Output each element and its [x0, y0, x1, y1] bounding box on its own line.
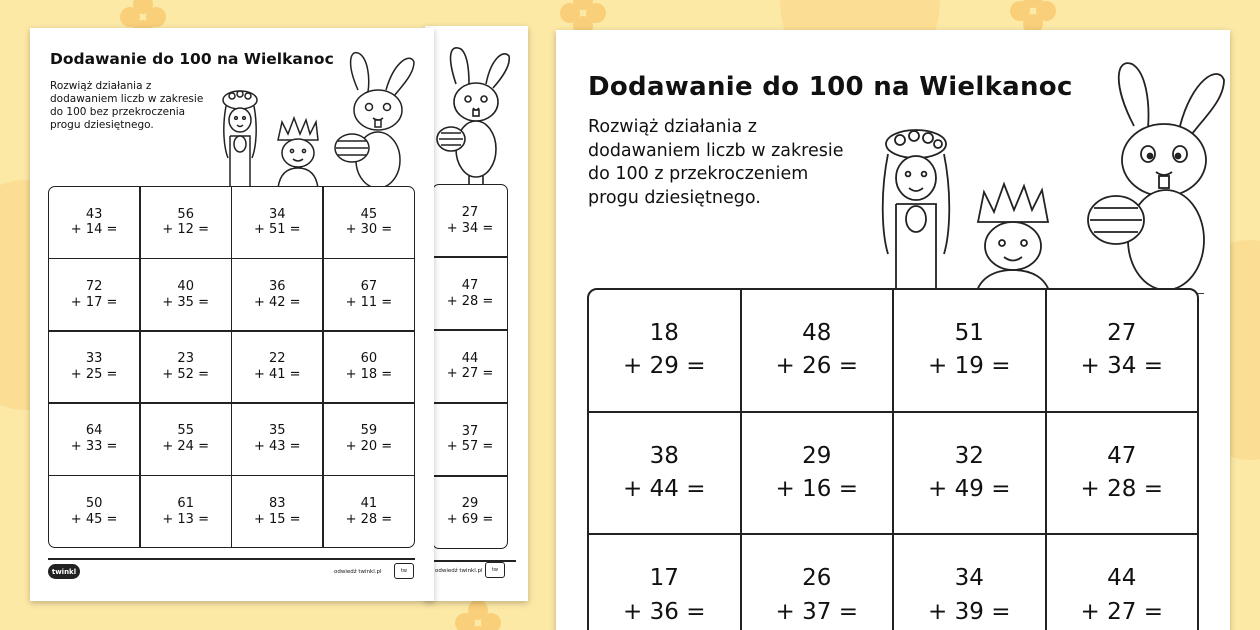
problem-second-addend: + 28 =	[1080, 475, 1163, 502]
problem-second-addend: + 27 =	[446, 366, 494, 382]
problem-second-addend: + 52 =	[162, 366, 209, 382]
problem-first-addend: 34	[954, 565, 984, 592]
problem-second-addend: + 28 =	[345, 511, 393, 527]
problem-first-addend: 45	[360, 206, 378, 222]
problem-first-addend: 34	[269, 206, 286, 222]
problem-first-addend: 44	[1107, 565, 1137, 592]
problem-cell	[1047, 290, 1198, 411]
problem-cell	[433, 477, 507, 549]
problem-first-addend: 40	[177, 278, 194, 294]
problem-cell	[433, 331, 507, 402]
problem-grid-back	[432, 184, 508, 549]
problem-cell	[324, 332, 414, 403]
problem-cell	[894, 290, 1045, 411]
problem-first-addend: 60	[360, 351, 378, 367]
problem-cell	[232, 187, 322, 258]
problem-second-addend: + 30 =	[345, 222, 393, 238]
problem-cell	[141, 259, 231, 330]
problem-cell	[49, 259, 139, 330]
problem-first-addend: 44	[461, 350, 479, 366]
problem-second-addend: + 14 =	[70, 222, 118, 238]
problem-first-addend: 22	[269, 351, 286, 367]
problem-cell	[49, 476, 139, 547]
problem-first-addend: 27	[461, 204, 479, 220]
problem-second-addend: + 43 =	[253, 439, 301, 455]
problem-grid-front	[48, 186, 415, 548]
problem-first-addend: 38	[649, 442, 679, 469]
problem-first-addend: 83	[269, 495, 286, 511]
problem-first-addend: 55	[177, 423, 194, 439]
problem-cell	[433, 404, 507, 475]
worksheet-instruction: Rozwiąż działania z dodawaniem liczb w zakresie do 100 z przekroczeniem progu dziesiętnego.	[588, 117, 844, 208]
problem-first-addend: 23	[177, 351, 194, 367]
problem-second-addend: + 51 =	[253, 222, 301, 238]
problem-second-addend: + 37 =	[775, 598, 858, 625]
characters-illustration	[876, 54, 1226, 294]
problem-cell	[742, 535, 893, 630]
problem-cell	[324, 476, 414, 547]
easter-bunny-illustration	[335, 53, 414, 188]
problem-second-addend: + 17 =	[70, 294, 118, 310]
problem-second-addend: + 19 =	[928, 353, 1011, 380]
boy-with-crown-illustration	[278, 118, 318, 188]
problem-first-addend: 36	[269, 278, 286, 294]
problem-cell	[49, 404, 139, 475]
problem-second-addend: + 42 =	[253, 294, 301, 310]
problem-first-addend: 64	[85, 423, 103, 439]
problem-second-addend: + 39 =	[928, 598, 1011, 625]
problem-cell	[1047, 535, 1198, 630]
problem-second-addend: + 57 =	[446, 439, 494, 455]
footer-url: odwiedź twinkl.pl	[435, 568, 483, 574]
problem-first-addend: 47	[461, 277, 479, 293]
flower-shape	[1010, 0, 1056, 34]
problem-cell	[589, 535, 740, 630]
problem-second-addend: + 16 =	[775, 475, 858, 502]
problem-cell	[232, 259, 322, 330]
problem-cell	[141, 187, 231, 258]
problem-first-addend: 32	[954, 442, 984, 469]
footer-divider	[48, 558, 415, 560]
problem-second-addend: + 49 =	[928, 475, 1011, 502]
problem-first-addend: 43	[85, 206, 103, 222]
problem-first-addend: 37	[461, 423, 479, 439]
problem-cell	[324, 259, 414, 330]
girl-with-egg-illustration	[883, 130, 950, 294]
problem-first-addend: 48	[802, 319, 832, 346]
problem-second-addend: + 24 =	[162, 439, 209, 455]
problem-first-addend: 47	[1107, 442, 1137, 469]
problem-second-addend: + 44 =	[623, 475, 706, 502]
problem-first-addend: 29	[461, 496, 479, 512]
problem-first-addend: 41	[360, 495, 378, 511]
problem-second-addend: + 69 =	[446, 512, 494, 528]
problem-cell	[49, 332, 139, 403]
problem-cell	[141, 404, 231, 475]
problem-first-addend: 61	[177, 495, 194, 511]
problem-first-addend: 18	[649, 319, 679, 346]
twinkl-badge-icon: tw	[485, 562, 505, 578]
problem-first-addend: 67	[360, 278, 378, 294]
problem-cell	[589, 413, 740, 534]
problem-cell	[232, 404, 322, 475]
problem-first-addend: 35	[269, 423, 286, 439]
problem-grid-main	[587, 288, 1199, 630]
problem-cell	[433, 258, 507, 329]
problem-cell	[589, 290, 740, 411]
problem-cell	[324, 404, 414, 475]
twinkl-logo-icon: twinkl	[48, 564, 80, 579]
girl-with-egg-illustration	[223, 91, 257, 188]
problem-first-addend: 26	[802, 565, 832, 592]
worksheet-title: Dodawanie do 100 na Wielkanoc	[50, 50, 334, 68]
worksheet-back-page	[425, 26, 528, 601]
problem-first-addend: 50	[85, 495, 103, 511]
problem-first-addend: 72	[85, 278, 103, 294]
easter-bunny-illustration	[1088, 63, 1224, 294]
problem-first-addend: 27	[1107, 319, 1137, 346]
problem-cell	[742, 290, 893, 411]
problem-first-addend: 29	[802, 442, 832, 469]
problem-second-addend: + 20 =	[345, 439, 393, 455]
problem-second-addend: + 45 =	[70, 511, 118, 527]
footer-divider	[431, 560, 516, 562]
problem-first-addend: 33	[85, 351, 103, 367]
problem-second-addend: + 12 =	[162, 222, 209, 238]
problem-second-addend: + 15 =	[253, 511, 301, 527]
problem-cell	[894, 535, 1045, 630]
problem-cell	[141, 476, 231, 547]
easter-bunny-illustration	[431, 44, 521, 184]
problem-second-addend: + 28 =	[446, 293, 494, 309]
worksheet-instruction: Rozwiąż działania z dodawaniem liczb w zakresie do 100 bez przekroczenia progu dziesiętnego.	[50, 80, 204, 132]
problem-second-addend: + 33 =	[70, 439, 118, 455]
problem-second-addend: + 27 =	[1080, 598, 1163, 625]
problem-cell	[1047, 413, 1198, 534]
problem-cell	[742, 413, 893, 534]
footer-url: odwiedź twinkl.pl	[334, 569, 382, 575]
problem-cell	[894, 413, 1045, 534]
problem-second-addend: + 11 =	[345, 294, 393, 310]
problem-second-addend: + 18 =	[345, 366, 393, 382]
problem-cell	[433, 185, 507, 256]
problem-second-addend: + 13 =	[162, 511, 209, 527]
characters-illustration	[218, 48, 418, 188]
problem-cell	[141, 332, 231, 403]
problem-cell	[232, 476, 322, 547]
problem-second-addend: + 34 =	[446, 220, 494, 236]
problem-second-addend: + 35 =	[162, 294, 209, 310]
problem-second-addend: + 41 =	[253, 366, 301, 382]
worksheet-front-page	[30, 28, 434, 601]
problem-second-addend: + 36 =	[623, 598, 706, 625]
boy-with-crown-illustration	[976, 184, 1050, 294]
problem-cell	[324, 187, 414, 258]
problem-cell	[49, 187, 139, 258]
worksheet-title: Dodawanie do 100 na Wielkanoc	[588, 72, 1073, 102]
problem-second-addend: + 26 =	[775, 353, 858, 380]
problem-second-addend: + 25 =	[70, 366, 118, 382]
problem-first-addend: 56	[177, 206, 194, 222]
problem-second-addend: + 34 =	[1080, 353, 1163, 380]
problem-second-addend: + 29 =	[623, 353, 706, 380]
flower-shape	[455, 600, 501, 630]
problem-cell	[232, 332, 322, 403]
worksheet-main-page	[556, 30, 1230, 630]
problem-first-addend: 59	[360, 423, 378, 439]
problem-first-addend: 51	[954, 319, 984, 346]
problem-first-addend: 17	[649, 565, 679, 592]
twinkl-badge-icon: tw	[394, 563, 414, 579]
